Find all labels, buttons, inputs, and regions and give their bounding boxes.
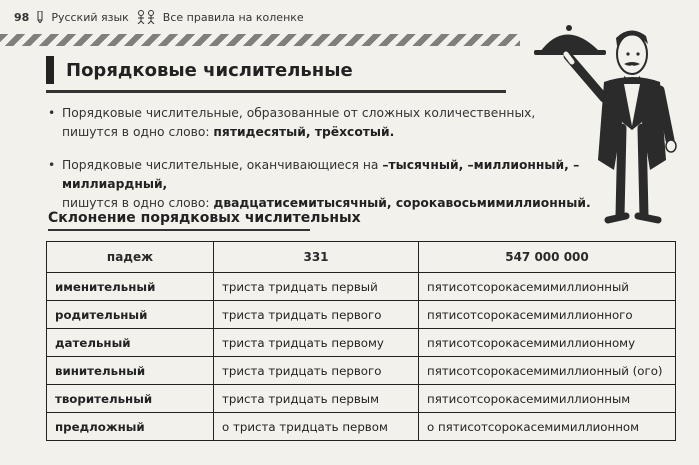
table-row (47, 273, 676, 301)
column-header: падеж (47, 242, 214, 273)
case-cell: родительный (47, 301, 214, 329)
table-cell: пятисотсорокасемимиллионного (419, 301, 676, 329)
table-row (47, 357, 676, 385)
table-cell: триста тридцать первого (214, 301, 419, 329)
pencil-icon (35, 11, 45, 23)
table-cell: пятисотсорокасемимиллионному (419, 329, 676, 357)
rule-item: • Порядковые числительные, образованные от сложных количественных, пишутся в одно слово: пятидесятый, трёхсотый. (48, 104, 608, 142)
title-underline (46, 90, 506, 93)
table-cell: триста тридцать первого (214, 357, 419, 385)
case-cell: именительный (47, 273, 214, 301)
table-row (47, 413, 676, 441)
case-cell: творительный (47, 385, 214, 413)
title-marker (46, 56, 54, 84)
table-cell: триста тридцать первым (214, 385, 419, 413)
rule-item: • Порядковые числительные, оканчивающиеся на –тысячный, –миллионный, –миллиардный, пишутся в одно слово: двадцатисемитысячный, сорокавосьмимиллионный. (48, 156, 608, 213)
figures-icon (135, 10, 157, 24)
section-subtitle: Склонение порядковых числительных (48, 210, 361, 226)
title-block (46, 56, 353, 84)
table-cell: пятисотсорокасемимиллионным (419, 385, 676, 413)
table-row (47, 329, 676, 357)
series-label: Все правила на коленке (162, 10, 304, 24)
declension-table (46, 241, 676, 441)
subject-label: Русский язык (51, 10, 129, 24)
case-cell: винительный (47, 357, 214, 385)
table-row (47, 385, 676, 413)
table-cell: триста тридцать первому (214, 329, 419, 357)
case-cell: дательный (47, 329, 214, 357)
column-header: 547 000 000 (419, 242, 676, 273)
table-cell: триста тридцать первый (214, 273, 419, 301)
page-header (14, 10, 304, 24)
table-cell: о триста тридцать первом (214, 413, 419, 441)
waiter-illustration (520, 10, 690, 240)
header-stripes (0, 34, 520, 46)
column-header: 331 (214, 242, 419, 273)
table-cell: о пятисотсорокасемимиллионном (419, 413, 676, 441)
subtitle-underline (48, 229, 310, 231)
page-title: Порядковые числительные (66, 59, 353, 81)
table-header-row (47, 242, 676, 273)
case-cell: предложный (47, 413, 214, 441)
page-number: 98 (14, 10, 30, 24)
table-row (47, 301, 676, 329)
table-cell: пятисотсорокасемимиллионный (ого) (419, 357, 676, 385)
table-cell: пятисотсорокасемимиллионный (419, 273, 676, 301)
